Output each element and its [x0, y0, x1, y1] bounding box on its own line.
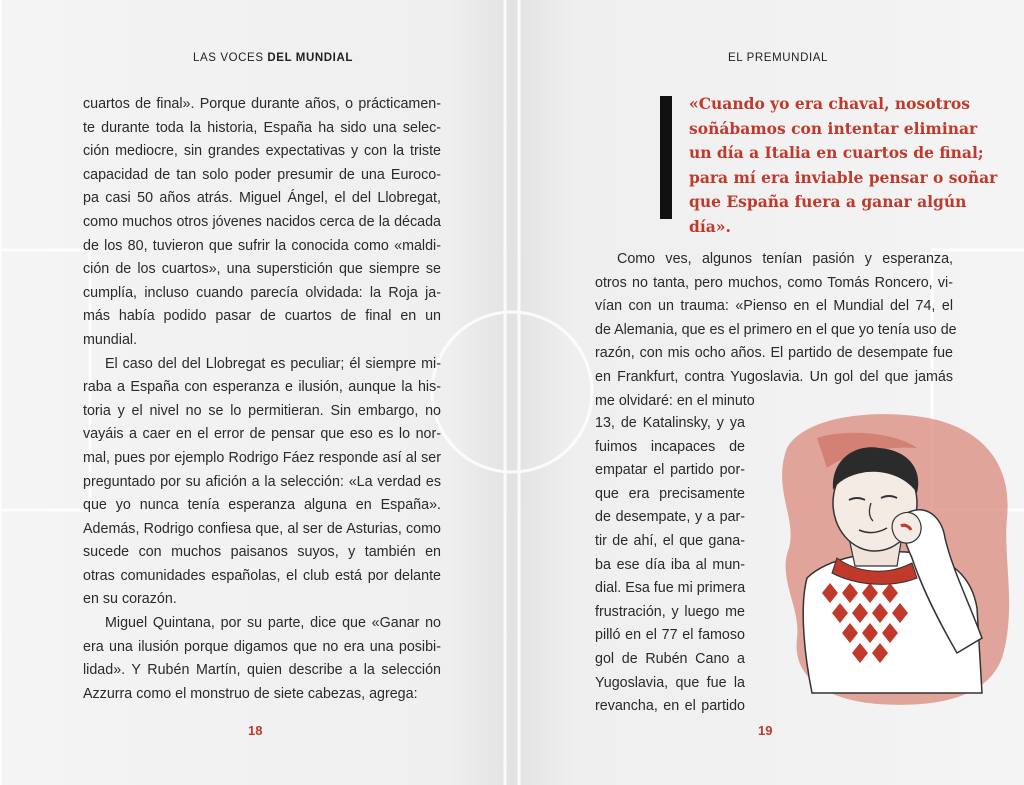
- footballer-illustration: [767, 408, 1017, 708]
- text-line: ción de los cuartos», una superstición que siempre se: [83, 261, 441, 278]
- text-line: mundial.: [83, 331, 138, 348]
- text-line: otros no tanta, pero muchos, como Tomás Roncero, vi-: [595, 274, 953, 291]
- text-line: vían con un trauma: «Pienso en el Mundial del 74, el: [595, 298, 953, 315]
- text-line: de los 80, tuvieron que sufrir la conocida como «maldi-: [83, 237, 441, 254]
- text-line: tir de ahí, el que gana-: [595, 532, 745, 549]
- text-line: Miguel Quintana, por su parte, dice que «Ganar no: [105, 615, 441, 632]
- pullquote-line: que España fuera a ganar algún: [689, 192, 967, 211]
- text-line: 13, de Katalinsky, y ya: [595, 415, 745, 431]
- running-head-prefix: LAS VOCES: [193, 52, 268, 64]
- text-line: pa casi 50 años atrás. Miguel Ángel, el del Llobregat,: [83, 190, 441, 207]
- text-line: lidad». Y Rubén Martín, quien describe a la selección: [83, 662, 441, 679]
- text-line: empatar el partido por-: [595, 462, 745, 479]
- text-line: raba a España con esperanza e ilusión, aunque la his-: [83, 379, 441, 396]
- body-text: [595, 248, 957, 413]
- pullquote-line: soñábamos con intentar eliminar: [689, 118, 978, 138]
- pullquote-line: un día a Italia en cuartos de final;: [689, 143, 984, 162]
- pullquote-line: para mí era inviable pensar o soñar: [689, 167, 998, 187]
- text-line: de desempate, y a par-: [595, 509, 745, 526]
- text-line: cuartos de final». Porque durante años, o prácticamen-: [83, 96, 441, 112]
- pullquote-bar: [660, 96, 672, 219]
- text-line: que yo nunca tenía esperanza alguna en España».: [83, 497, 441, 514]
- text-line: me olvidaré: en el minuto: [595, 392, 755, 409]
- text-line: era una ilusión porque digamos que no era una posibi-: [83, 638, 441, 655]
- text-line: ba ese día iba al mun-: [595, 556, 745, 573]
- text-line: en Frankfurt, contra Yugoslavia. Un gol del que jamás: [595, 368, 953, 385]
- page-number: 18: [248, 723, 263, 738]
- text-line: fuimos incapaces de: [595, 438, 745, 455]
- running-head: EL PREMUNDIAL: [728, 52, 829, 64]
- text-line: cumplía, incluso cuando parecía olvidada: la Roja ja-: [83, 284, 441, 301]
- running-head-bold: DEL MUNDIAL: [267, 52, 353, 64]
- text-line: El caso del del Llobregat es peculiar; él siempre mi-: [105, 355, 441, 372]
- page-number: 19: [758, 723, 773, 738]
- text-line: preguntado por su afición a la selección: «La verdad es: [83, 473, 441, 490]
- text-line: toria y el nivel no se lo permitieran. Sin embargo, no: [83, 402, 441, 419]
- text-line: pilló en el 77 el famoso: [595, 627, 745, 644]
- body-text: [83, 93, 441, 706]
- pullquote-line: «Cuando yo era chaval, nosotros: [689, 94, 970, 113]
- text-line: ción mediocre, sin grandes expectativas y con la triste: [83, 143, 441, 160]
- text-line: como muchos otros jóvenes nacidos cerca de la década: [83, 213, 441, 230]
- text-line: vayáis a caer en el error de pensar que eso es lo nor-: [83, 426, 441, 443]
- text-line: que era precisamente: [595, 485, 745, 502]
- text-line: razón, con mis ocho años. El partido de desempate fue: [595, 345, 953, 362]
- text-line: dial. Esa fue mi primera: [595, 580, 746, 597]
- text-line: otras comunidades españolas, el club está por delante: [83, 567, 441, 584]
- text-line: gol de Rubén Cano a: [595, 650, 745, 667]
- right-page: [512, 0, 1024, 785]
- text-line: en su corazón.: [83, 591, 177, 608]
- text-line: frustración, y luego me: [595, 603, 745, 620]
- text-line: de Alemania, que es el primero en el que yo tenía uso de: [595, 321, 957, 338]
- text-line: Como ves, algunos tenían pasión y esperanza,: [617, 251, 953, 267]
- text-line: Azzurra como el monstruo de siete cabezas, agrega:: [83, 685, 418, 702]
- text-line: te durante toda la historia, España ha sido una selec-: [83, 119, 441, 136]
- text-line: sucede con muchos paisanos suyos, y también en: [83, 544, 441, 561]
- pullquote: [689, 92, 998, 239]
- text-line: Además, Rodrigo confiesa que, al ser de Asturias, como: [83, 520, 441, 537]
- wrapped-text-column: [595, 412, 745, 719]
- text-line: mal, pues por ejemplo Rodrigo Fáez responde así al ser: [83, 449, 441, 466]
- text-line: revancha, en el partido: [595, 698, 745, 715]
- text-line: Yugoslavia, que fue la: [595, 674, 745, 691]
- text-line: más había podido pasar de cuartos de final en un: [83, 308, 441, 325]
- text-line: capacidad de tan solo poder presumir de una Euroco-: [83, 166, 441, 183]
- running-head: [193, 52, 353, 64]
- pullquote-line: día».: [689, 216, 731, 236]
